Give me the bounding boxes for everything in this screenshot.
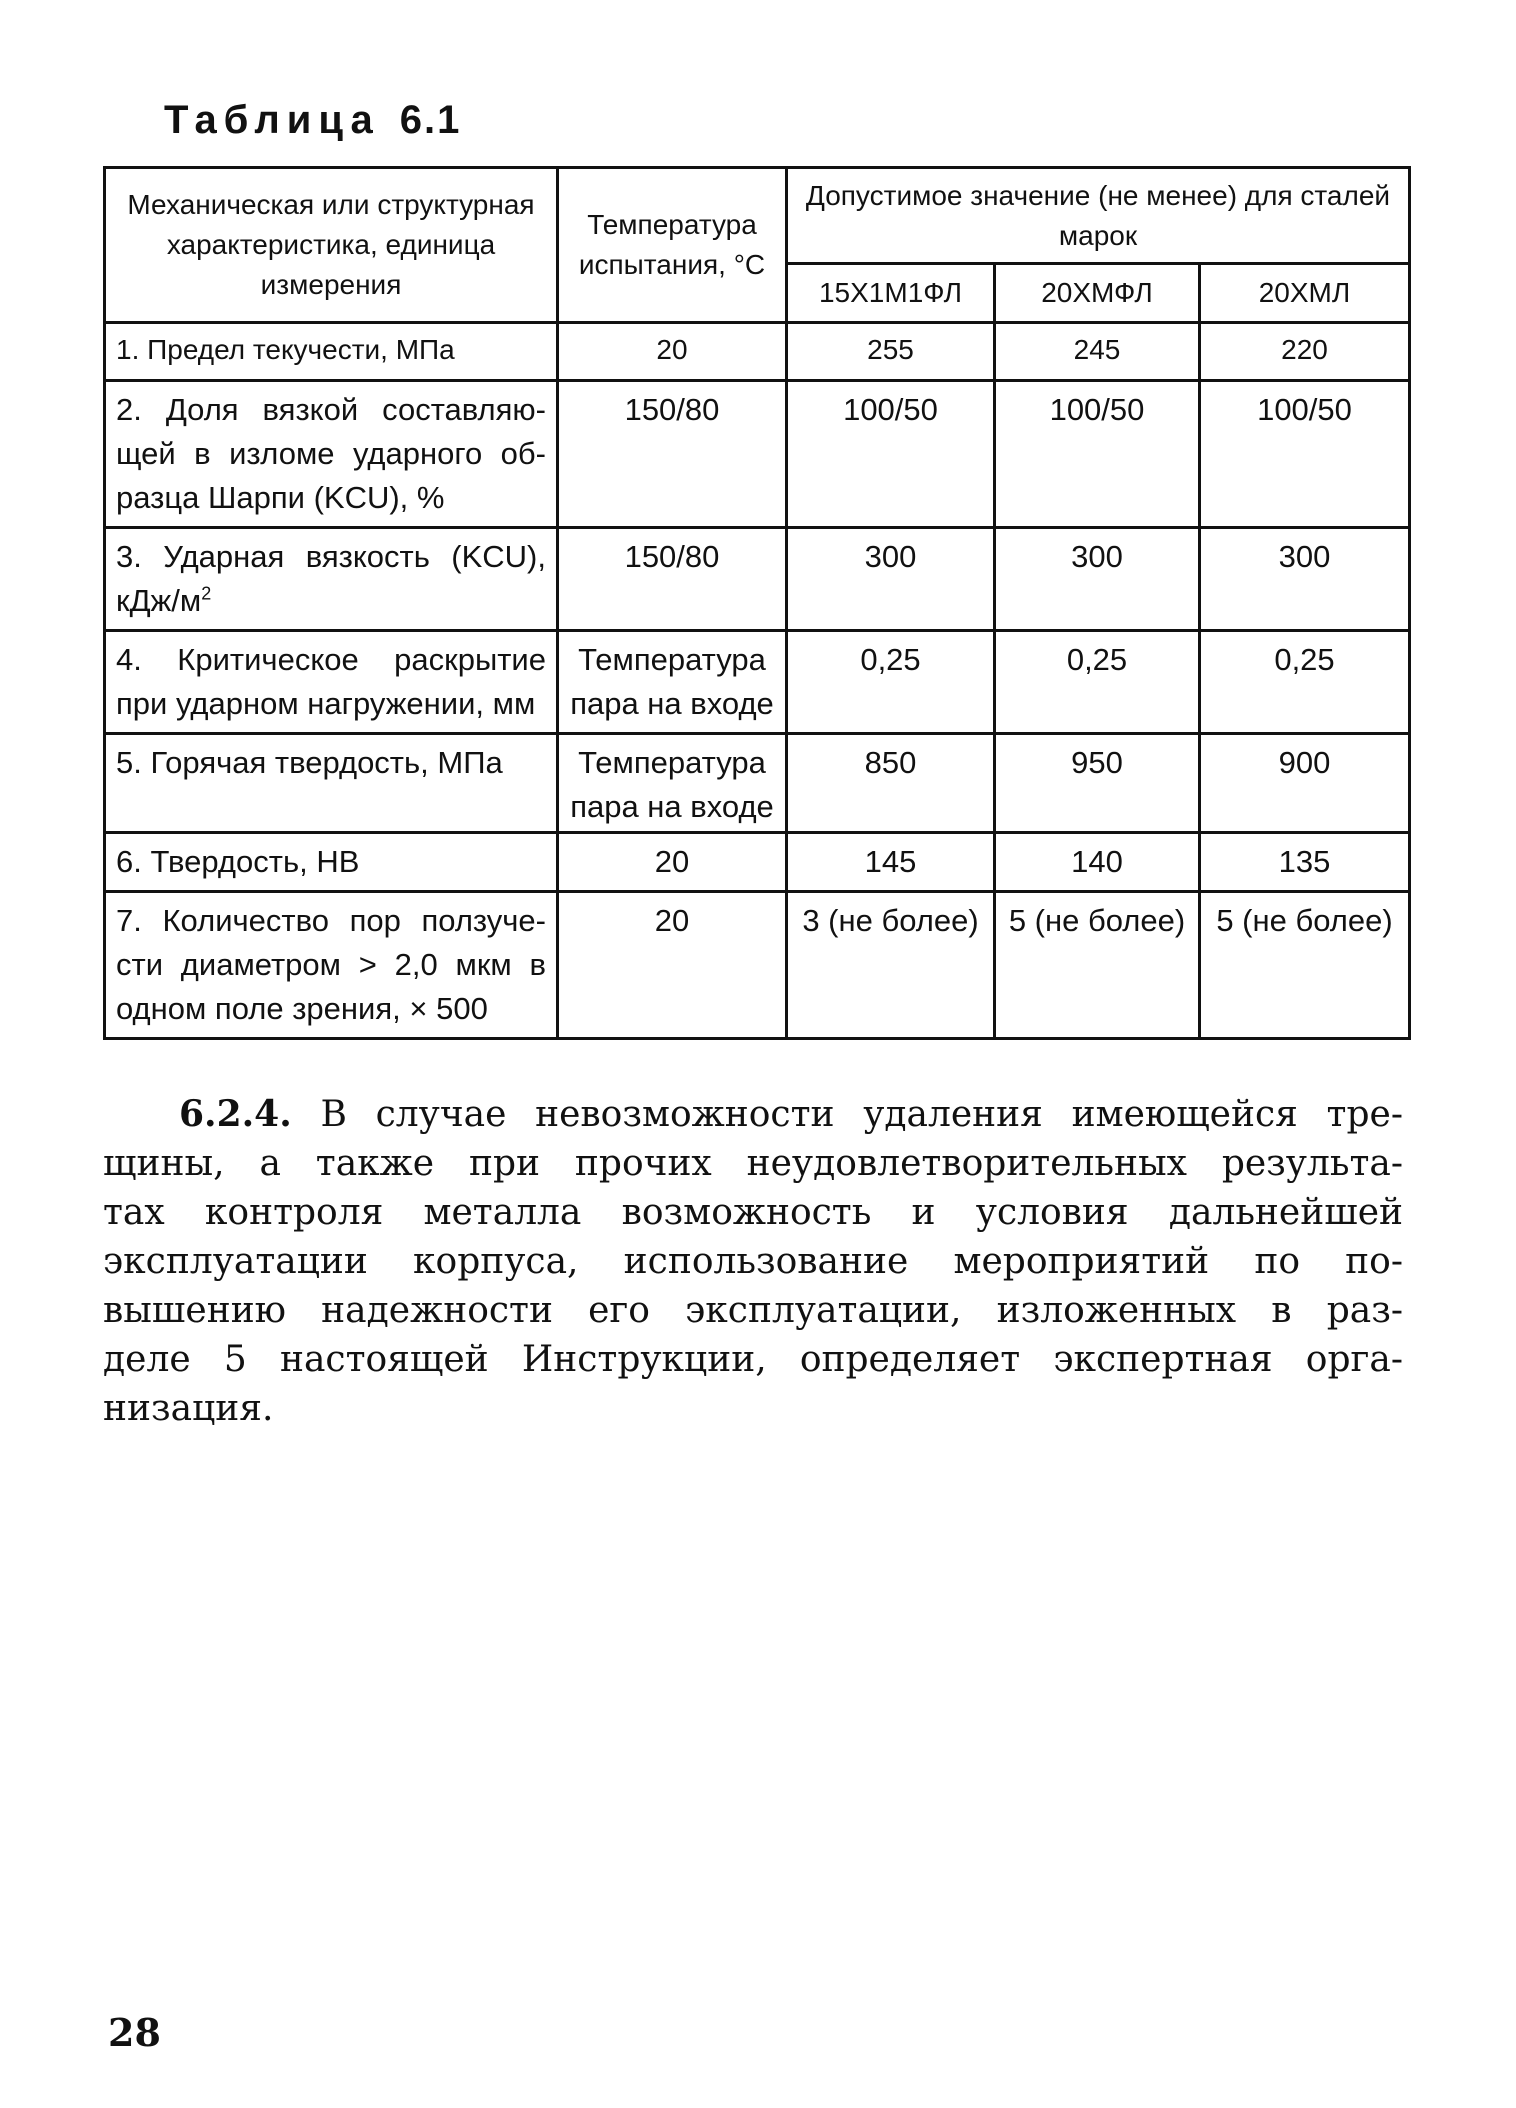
row-4-v1: 0,25	[787, 631, 995, 734]
row-3-temp: 150/80	[558, 528, 787, 631]
properties-table	[103, 166, 1411, 1040]
paragraph-number: 6.2.4.	[179, 1093, 292, 1135]
header-allowed-values: Допустимое значение (не менее) для сталей марок	[787, 168, 1410, 264]
row-1-v2: 245	[995, 323, 1200, 381]
table-caption-label: Таблица	[164, 98, 380, 142]
row-7-v2: 5 (не более)	[995, 892, 1200, 1039]
row-3-name	[105, 528, 558, 631]
row-2-v1: 100/50	[787, 381, 995, 528]
paragraph-line	[103, 1090, 1403, 1139]
header-steel-3: 20ХМЛ	[1200, 264, 1410, 323]
row-6-v2: 140	[995, 833, 1200, 892]
page-number: 28	[108, 2010, 161, 2055]
row-5-v1: 850	[787, 734, 995, 833]
row-1-v3: 220	[1200, 323, 1410, 381]
row-6-temp: 20	[558, 833, 787, 892]
row-6-v3: 135	[1200, 833, 1410, 892]
table-row	[105, 323, 1410, 381]
row-4-v2: 0,25	[995, 631, 1200, 734]
row-3-v2: 300	[995, 528, 1200, 631]
row-3-v1: 300	[787, 528, 995, 631]
header-steel-2: 20ХМФЛ	[995, 264, 1200, 323]
row-5-temp: Температура пара на входе	[558, 734, 787, 833]
paragraph-line-7: низация.	[103, 1388, 274, 1429]
header-steel-1: 15Х1М1ФЛ	[787, 264, 995, 323]
row-6-name: 6. Твердость, НВ	[105, 833, 558, 892]
paragraph-line-4: эксплуатации корпуса, использование мероприятий по по-	[103, 1241, 1403, 1282]
row-2-v2: 100/50	[995, 381, 1200, 528]
row-1-name: 1. Предел текучести, МПа	[105, 323, 558, 381]
row-2-temp: 150/80	[558, 381, 787, 528]
row-2-v3: 100/50	[1200, 381, 1410, 528]
table-row	[105, 528, 1410, 631]
row-1-v1: 255	[787, 323, 995, 381]
row-5-v2: 950	[995, 734, 1200, 833]
paragraph-line-6: деле 5 настоящей Инструкции, определяет экспертная орга-	[103, 1339, 1403, 1380]
table-row	[105, 892, 1410, 1039]
table-caption-number: 6.1	[399, 98, 462, 142]
header-test-temperature: Температура испытания, °С	[558, 168, 787, 323]
table-row	[105, 381, 1410, 528]
row-3-v3: 300	[1200, 528, 1410, 631]
table-caption	[164, 98, 461, 143]
paragraph-line-3: тах контроля металла возможность и условия дальнейшей	[103, 1192, 1403, 1233]
paragraph-line-5: вышению надежности его эксплуатации, изложенных в раз-	[103, 1290, 1403, 1331]
row-3-name-sup: 2	[201, 583, 212, 604]
row-7-temp: 20	[558, 892, 787, 1039]
row-1-temp: 20	[558, 323, 787, 381]
table-row	[105, 833, 1410, 892]
row-6-v1: 145	[787, 833, 995, 892]
header-characteristic: Механическая или структурная характеристика, единица измерения	[105, 168, 558, 323]
row-5-name: 5. Горячая твердость, МПа	[105, 734, 558, 833]
paragraph-line-1: В случае невозможности удаления имеющейся тре-	[320, 1094, 1403, 1135]
row-7-v3: 5 (не более)	[1200, 892, 1410, 1039]
row-7-name: 7. Количество пор ползуче-сти диаметром > 2,0 мкм в одном поле зрения, × 500	[105, 892, 558, 1039]
table-row	[105, 734, 1410, 833]
paragraph-6-2-4	[103, 1090, 1403, 1433]
row-7-v1: 3 (не более)	[787, 892, 995, 1039]
row-4-v3: 0,25	[1200, 631, 1410, 734]
row-3-name-text: 3. Ударная вязкость (KCU), кДж/м	[116, 539, 546, 618]
row-2-name: 2. Доля вязкой составляю-щей в изломе ударного об-разца Шарпи (KCU), %	[105, 381, 558, 528]
paragraph-line-2: щины, а также при прочих неудовлетворительных результа-	[103, 1143, 1403, 1184]
row-5-v3: 900	[1200, 734, 1410, 833]
row-4-temp: Температура пара на входе	[558, 631, 787, 734]
table-row	[105, 631, 1410, 734]
row-4-name: 4. Критическое раскрытие при ударном нагружении, мм	[105, 631, 558, 734]
